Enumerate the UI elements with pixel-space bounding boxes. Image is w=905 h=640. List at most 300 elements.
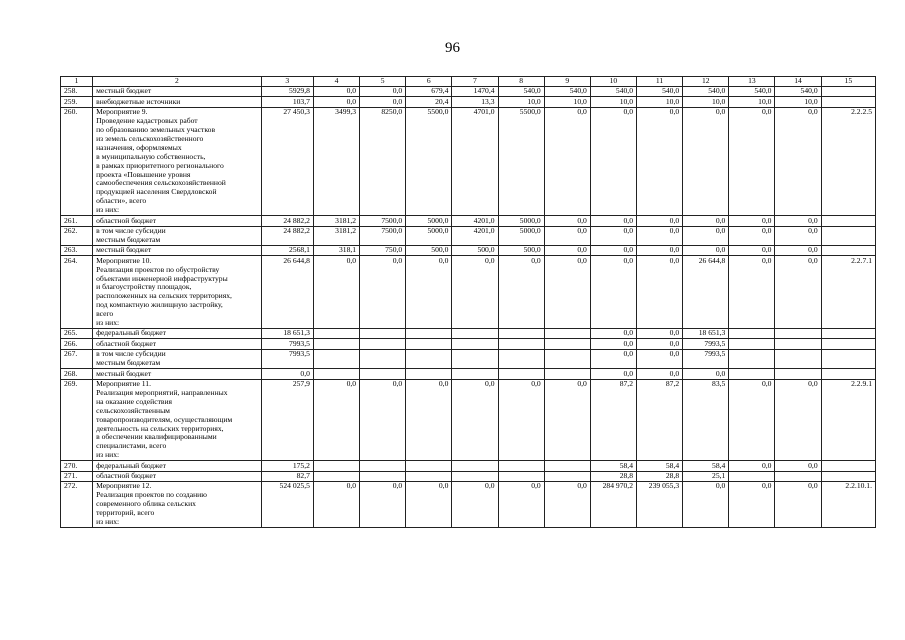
column-header: 6 bbox=[406, 77, 452, 87]
description-line: в муниципальную собственность, bbox=[96, 151, 206, 161]
value-cell: 0,0 bbox=[775, 379, 821, 461]
row-description bbox=[93, 369, 262, 379]
value-cell: 5500,0 bbox=[406, 107, 452, 215]
table-row bbox=[61, 226, 876, 245]
description-line: расположенных на сельских территориях, bbox=[96, 291, 232, 301]
column-header: 5 bbox=[360, 77, 406, 87]
value-cell: 3181,2 bbox=[313, 216, 359, 226]
value-cell: 524 025,5 bbox=[261, 481, 313, 527]
value-cell bbox=[544, 328, 590, 338]
task-code bbox=[821, 216, 875, 226]
value-cell: 0,0 bbox=[261, 369, 313, 379]
value-cell: 58,4 bbox=[637, 461, 683, 471]
table-row bbox=[61, 256, 876, 329]
table-row bbox=[61, 328, 876, 338]
value-cell: 0,0 bbox=[360, 97, 406, 107]
value-cell bbox=[498, 461, 544, 471]
task-code bbox=[821, 339, 875, 349]
value-cell: 24 882,2 bbox=[261, 216, 313, 226]
value-cell: 0,0 bbox=[452, 256, 498, 329]
value-cell: 284 970,2 bbox=[590, 481, 636, 527]
task-code: 2.2.7.1 bbox=[821, 256, 875, 329]
value-cell: 0,0 bbox=[498, 481, 544, 527]
value-cell bbox=[406, 349, 452, 368]
value-cell bbox=[544, 369, 590, 379]
row-number: 261. bbox=[61, 216, 93, 226]
description-line: самообеспечения сельскохозяйственной bbox=[96, 178, 226, 188]
value-cell bbox=[498, 369, 544, 379]
value-cell: 540,0 bbox=[498, 86, 544, 96]
value-cell bbox=[544, 461, 590, 471]
row-description bbox=[93, 107, 262, 215]
column-header: 3 bbox=[261, 77, 313, 87]
value-cell: 26 644,8 bbox=[683, 256, 729, 329]
value-cell: 0,0 bbox=[360, 256, 406, 329]
column-header: 14 bbox=[775, 77, 821, 87]
value-cell: 10,0 bbox=[544, 97, 590, 107]
value-cell: 3499,3 bbox=[313, 107, 359, 215]
value-cell: 58,4 bbox=[590, 461, 636, 471]
column-header: 2 bbox=[93, 77, 262, 87]
value-cell: 0,0 bbox=[313, 97, 359, 107]
value-cell: 239 055,3 bbox=[637, 481, 683, 527]
value-cell: 0,0 bbox=[590, 216, 636, 226]
value-cell: 175,2 bbox=[261, 461, 313, 471]
value-cell bbox=[452, 339, 498, 349]
task-code bbox=[821, 328, 875, 338]
description-line: по образованию земельных участков bbox=[96, 125, 216, 135]
description-line: Проведение кадастровых работ bbox=[96, 116, 198, 126]
value-cell: 500,0 bbox=[498, 245, 544, 255]
value-cell: 5000,0 bbox=[498, 216, 544, 226]
value-cell: 0,0 bbox=[729, 379, 775, 461]
row-number: 263. bbox=[61, 245, 93, 255]
description-line: товаропроизводителям, осуществляющим bbox=[96, 414, 233, 424]
description-line: в обеспечении квалифицированными bbox=[96, 432, 217, 442]
row-number: 268. bbox=[61, 369, 93, 379]
value-cell: 0,0 bbox=[683, 107, 729, 215]
value-cell: 5000,0 bbox=[406, 216, 452, 226]
value-cell bbox=[452, 349, 498, 368]
value-cell: 10,0 bbox=[590, 97, 636, 107]
row-description bbox=[93, 226, 262, 245]
row-number: 258. bbox=[61, 86, 93, 96]
description-line: местный бюджет bbox=[96, 86, 152, 96]
description-line: местным бюджетам bbox=[96, 358, 161, 368]
value-cell bbox=[406, 461, 452, 471]
value-cell bbox=[313, 349, 359, 368]
value-cell: 20,4 bbox=[406, 97, 452, 107]
value-cell: 0,0 bbox=[729, 107, 775, 215]
description-line: из них: bbox=[96, 318, 120, 328]
task-code bbox=[821, 369, 875, 379]
row-description bbox=[93, 461, 262, 471]
table-row bbox=[61, 471, 876, 481]
description-line: федеральный бюджет bbox=[96, 328, 166, 338]
value-cell bbox=[452, 369, 498, 379]
value-cell: 540,0 bbox=[590, 86, 636, 96]
value-cell bbox=[313, 471, 359, 481]
value-cell: 0,0 bbox=[406, 481, 452, 527]
value-cell: 7500,0 bbox=[360, 216, 406, 226]
row-description bbox=[93, 349, 262, 368]
value-cell: 82,7 bbox=[261, 471, 313, 481]
value-cell bbox=[775, 328, 821, 338]
value-cell: 679,4 bbox=[406, 86, 452, 96]
value-cell bbox=[452, 461, 498, 471]
table-row bbox=[61, 481, 876, 527]
value-cell bbox=[498, 328, 544, 338]
description-line: местный бюджет bbox=[96, 245, 152, 255]
value-cell: 2568,1 bbox=[261, 245, 313, 255]
value-cell bbox=[729, 369, 775, 379]
value-cell: 7993,5 bbox=[683, 339, 729, 349]
value-cell: 7500,0 bbox=[360, 226, 406, 245]
value-cell: 87,2 bbox=[637, 379, 683, 461]
value-cell bbox=[360, 369, 406, 379]
description-line: Мероприятие 10. bbox=[96, 255, 152, 265]
value-cell bbox=[775, 349, 821, 368]
value-cell: 0,0 bbox=[360, 379, 406, 461]
value-cell: 10,0 bbox=[729, 97, 775, 107]
value-cell bbox=[544, 339, 590, 349]
value-cell bbox=[544, 471, 590, 481]
description-line: из них: bbox=[96, 450, 120, 460]
task-code: 2.2.10.1. bbox=[821, 481, 875, 527]
value-cell: 0,0 bbox=[637, 226, 683, 245]
row-description bbox=[93, 86, 262, 96]
row-number: 272. bbox=[61, 481, 93, 527]
description-line: из них: bbox=[96, 205, 120, 215]
value-cell bbox=[360, 339, 406, 349]
row-number: 259. bbox=[61, 97, 93, 107]
value-cell bbox=[406, 339, 452, 349]
row-description bbox=[93, 339, 262, 349]
value-cell bbox=[498, 471, 544, 481]
value-cell: 0,0 bbox=[590, 226, 636, 245]
description-line: территорий, всего bbox=[96, 508, 155, 518]
column-header: 8 bbox=[498, 77, 544, 87]
value-cell: 0,0 bbox=[544, 107, 590, 215]
value-cell bbox=[360, 349, 406, 368]
value-cell: 0,0 bbox=[637, 256, 683, 329]
value-cell: 10,0 bbox=[637, 97, 683, 107]
value-cell: 0,0 bbox=[683, 481, 729, 527]
value-cell: 0,0 bbox=[313, 86, 359, 96]
description-line: Реализация проектов по обустройству bbox=[96, 264, 220, 274]
table-row bbox=[61, 369, 876, 379]
value-cell bbox=[360, 461, 406, 471]
value-cell: 0,0 bbox=[775, 256, 821, 329]
table-row bbox=[61, 216, 876, 226]
value-cell: 0,0 bbox=[775, 245, 821, 255]
description-line: объектами инженерной инфраструктуры bbox=[96, 273, 228, 283]
row-description bbox=[93, 97, 262, 107]
value-cell: 0,0 bbox=[452, 379, 498, 461]
value-cell: 5500,0 bbox=[498, 107, 544, 215]
value-cell: 5000,0 bbox=[498, 226, 544, 245]
task-code: 2.2.2.5 bbox=[821, 107, 875, 215]
value-cell: 0,0 bbox=[683, 245, 729, 255]
value-cell: 0,0 bbox=[452, 481, 498, 527]
value-cell: 500,0 bbox=[406, 245, 452, 255]
row-number: 271. bbox=[61, 471, 93, 481]
column-header: 1 bbox=[61, 77, 93, 87]
value-cell bbox=[729, 328, 775, 338]
value-cell bbox=[313, 369, 359, 379]
value-cell: 0,0 bbox=[590, 245, 636, 255]
value-cell: 318,1 bbox=[313, 245, 359, 255]
value-cell: 0,0 bbox=[775, 107, 821, 215]
value-cell bbox=[406, 471, 452, 481]
description-line: назначения, оформляемых bbox=[96, 142, 182, 152]
description-line: Реализация проектов по созданию bbox=[96, 490, 207, 500]
column-header: 4 bbox=[313, 77, 359, 87]
table-row bbox=[61, 379, 876, 461]
value-cell: 18 651,3 bbox=[683, 328, 729, 338]
row-description bbox=[93, 256, 262, 329]
value-cell: 0,0 bbox=[360, 481, 406, 527]
task-code bbox=[821, 471, 875, 481]
value-cell bbox=[313, 328, 359, 338]
value-cell: 10,0 bbox=[498, 97, 544, 107]
value-cell: 28,8 bbox=[590, 471, 636, 481]
column-header: 15 bbox=[821, 77, 875, 87]
row-number: 262. bbox=[61, 226, 93, 245]
description-line: Реализация мероприятий, направленных bbox=[96, 387, 228, 397]
value-cell: 26 644,8 bbox=[261, 256, 313, 329]
value-cell bbox=[775, 471, 821, 481]
value-cell bbox=[498, 349, 544, 368]
task-code bbox=[821, 226, 875, 245]
column-header: 7 bbox=[452, 77, 498, 87]
value-cell bbox=[313, 461, 359, 471]
value-cell: 0,0 bbox=[729, 245, 775, 255]
value-cell: 5000,0 bbox=[406, 226, 452, 245]
description-line: области», всего bbox=[96, 196, 147, 206]
column-header: 11 bbox=[637, 77, 683, 87]
value-cell: 0,0 bbox=[637, 349, 683, 368]
value-cell: 0,0 bbox=[313, 481, 359, 527]
value-cell: 0,0 bbox=[775, 216, 821, 226]
value-cell: 540,0 bbox=[637, 86, 683, 96]
value-cell bbox=[360, 328, 406, 338]
value-cell: 13,3 bbox=[452, 97, 498, 107]
value-cell bbox=[544, 349, 590, 368]
value-cell: 0,0 bbox=[544, 216, 590, 226]
value-cell: 0,0 bbox=[729, 256, 775, 329]
value-cell: 750,0 bbox=[360, 245, 406, 255]
value-cell bbox=[406, 369, 452, 379]
value-cell bbox=[775, 339, 821, 349]
value-cell: 540,0 bbox=[775, 86, 821, 96]
value-cell: 500,0 bbox=[452, 245, 498, 255]
description-line: сельскохозяйственным bbox=[96, 405, 170, 415]
description-line: внебюджетные источники bbox=[96, 96, 181, 106]
task-code bbox=[821, 349, 875, 368]
row-number: 260. bbox=[61, 107, 93, 215]
column-header: 13 bbox=[729, 77, 775, 87]
table-row bbox=[61, 86, 876, 96]
row-number: 266. bbox=[61, 339, 93, 349]
table-row bbox=[61, 349, 876, 368]
value-cell: 0,0 bbox=[775, 461, 821, 471]
description-line: всего bbox=[96, 309, 114, 319]
value-cell bbox=[313, 339, 359, 349]
value-cell: 0,0 bbox=[544, 245, 590, 255]
value-cell: 0,0 bbox=[498, 256, 544, 329]
table-body bbox=[61, 77, 876, 528]
value-cell: 0,0 bbox=[544, 379, 590, 461]
value-cell: 0,0 bbox=[590, 328, 636, 338]
description-line: Мероприятие 12. bbox=[96, 481, 152, 491]
value-cell: 7993,5 bbox=[261, 349, 313, 368]
description-line: федеральный бюджет bbox=[96, 460, 166, 470]
description-line: областной бюджет bbox=[96, 215, 157, 225]
description-line: деятельность на сельских территориях, bbox=[96, 423, 224, 433]
column-header: 12 bbox=[683, 77, 729, 87]
row-description bbox=[93, 216, 262, 226]
value-cell: 540,0 bbox=[729, 86, 775, 96]
value-cell: 0,0 bbox=[313, 256, 359, 329]
value-cell: 0,0 bbox=[683, 216, 729, 226]
value-cell: 0,0 bbox=[590, 369, 636, 379]
value-cell: 58,4 bbox=[683, 461, 729, 471]
value-cell: 7993,5 bbox=[683, 349, 729, 368]
row-description bbox=[93, 471, 262, 481]
description-line: проекта «Повышение уровня bbox=[96, 169, 191, 179]
value-cell: 4201,0 bbox=[452, 226, 498, 245]
value-cell: 0,0 bbox=[637, 369, 683, 379]
value-cell: 18 651,3 bbox=[261, 328, 313, 338]
value-cell bbox=[360, 471, 406, 481]
row-description bbox=[93, 379, 262, 461]
description-line: из них: bbox=[96, 517, 120, 527]
value-cell: 0,0 bbox=[544, 256, 590, 329]
description-line: местным бюджетам bbox=[96, 234, 161, 244]
table-row bbox=[61, 245, 876, 255]
row-description bbox=[93, 481, 262, 527]
value-cell bbox=[729, 471, 775, 481]
description-line: Мероприятие 11. bbox=[96, 379, 152, 388]
value-cell: 0,0 bbox=[637, 328, 683, 338]
value-cell: 0,0 bbox=[590, 339, 636, 349]
description-line: на оказание содействия bbox=[96, 396, 173, 406]
value-cell: 25,1 bbox=[683, 471, 729, 481]
description-line: местный бюджет bbox=[96, 368, 152, 378]
value-cell: 0,0 bbox=[637, 245, 683, 255]
row-number: 264. bbox=[61, 256, 93, 329]
value-cell: 3181,2 bbox=[313, 226, 359, 245]
value-cell: 0,0 bbox=[406, 379, 452, 461]
description-line: под компактную жилищную застройку, bbox=[96, 300, 223, 310]
value-cell: 4201,0 bbox=[452, 216, 498, 226]
value-cell bbox=[452, 328, 498, 338]
row-number: 270. bbox=[61, 461, 93, 471]
value-cell: 8250,0 bbox=[360, 107, 406, 215]
value-cell: 0,0 bbox=[590, 349, 636, 368]
value-cell: 7993,5 bbox=[261, 339, 313, 349]
value-cell: 5929,8 bbox=[261, 86, 313, 96]
column-header: 9 bbox=[544, 77, 590, 87]
value-cell: 0,0 bbox=[683, 226, 729, 245]
value-cell: 0,0 bbox=[498, 379, 544, 461]
value-cell: 0,0 bbox=[775, 226, 821, 245]
value-cell: 0,0 bbox=[360, 86, 406, 96]
description-line: и благоустройству площадок, bbox=[96, 282, 192, 292]
value-cell: 24 882,2 bbox=[261, 226, 313, 245]
row-description bbox=[93, 328, 262, 338]
value-cell bbox=[729, 349, 775, 368]
task-code bbox=[821, 86, 875, 96]
value-cell: 0,0 bbox=[590, 107, 636, 215]
value-cell bbox=[498, 339, 544, 349]
value-cell: 0,0 bbox=[683, 369, 729, 379]
value-cell: 0,0 bbox=[729, 226, 775, 245]
value-cell: 0,0 bbox=[729, 481, 775, 527]
value-cell: 0,0 bbox=[637, 216, 683, 226]
task-code bbox=[821, 245, 875, 255]
value-cell: 0,0 bbox=[544, 226, 590, 245]
row-number: 265. bbox=[61, 328, 93, 338]
description-line: Мероприятие 9. bbox=[96, 107, 148, 117]
row-description bbox=[93, 245, 262, 255]
value-cell: 0,0 bbox=[544, 481, 590, 527]
value-cell: 0,0 bbox=[637, 339, 683, 349]
value-cell: 10,0 bbox=[775, 97, 821, 107]
value-cell: 0,0 bbox=[729, 216, 775, 226]
description-line: областной бюджет bbox=[96, 338, 157, 348]
value-cell: 4701,0 bbox=[452, 107, 498, 215]
description-line: в том числе субсидии bbox=[96, 349, 166, 359]
description-line: в том числе субсидии bbox=[96, 226, 166, 235]
value-cell: 0,0 bbox=[313, 379, 359, 461]
task-code bbox=[821, 97, 875, 107]
value-cell: 0,0 bbox=[590, 256, 636, 329]
value-cell: 0,0 bbox=[729, 461, 775, 471]
table-row bbox=[61, 339, 876, 349]
row-number: 267. bbox=[61, 349, 93, 368]
value-cell bbox=[406, 328, 452, 338]
value-cell: 83,5 bbox=[683, 379, 729, 461]
value-cell: 87,2 bbox=[590, 379, 636, 461]
value-cell: 540,0 bbox=[544, 86, 590, 96]
table-row bbox=[61, 461, 876, 471]
value-cell: 0,0 bbox=[775, 481, 821, 527]
value-cell: 103,7 bbox=[261, 97, 313, 107]
description-line: современного облика сельских bbox=[96, 499, 196, 509]
description-line: в рамках приоритетного регионального bbox=[96, 160, 224, 170]
value-cell: 28,8 bbox=[637, 471, 683, 481]
value-cell: 10,0 bbox=[683, 97, 729, 107]
budget-table bbox=[60, 76, 876, 528]
table-row bbox=[61, 97, 876, 107]
task-code bbox=[821, 461, 875, 471]
value-cell: 540,0 bbox=[683, 86, 729, 96]
value-cell bbox=[775, 369, 821, 379]
task-code: 2.2.9.1 bbox=[821, 379, 875, 461]
value-cell: 0,0 bbox=[637, 107, 683, 215]
value-cell: 27 450,3 bbox=[261, 107, 313, 215]
value-cell bbox=[452, 471, 498, 481]
column-header: 10 bbox=[590, 77, 636, 87]
page-number: 96 bbox=[445, 40, 460, 56]
value-cell bbox=[729, 339, 775, 349]
value-cell: 0,0 bbox=[406, 256, 452, 329]
description-line: областной бюджет bbox=[96, 471, 157, 481]
table-row bbox=[61, 107, 876, 215]
description-line: специалистами, всего bbox=[96, 441, 167, 451]
